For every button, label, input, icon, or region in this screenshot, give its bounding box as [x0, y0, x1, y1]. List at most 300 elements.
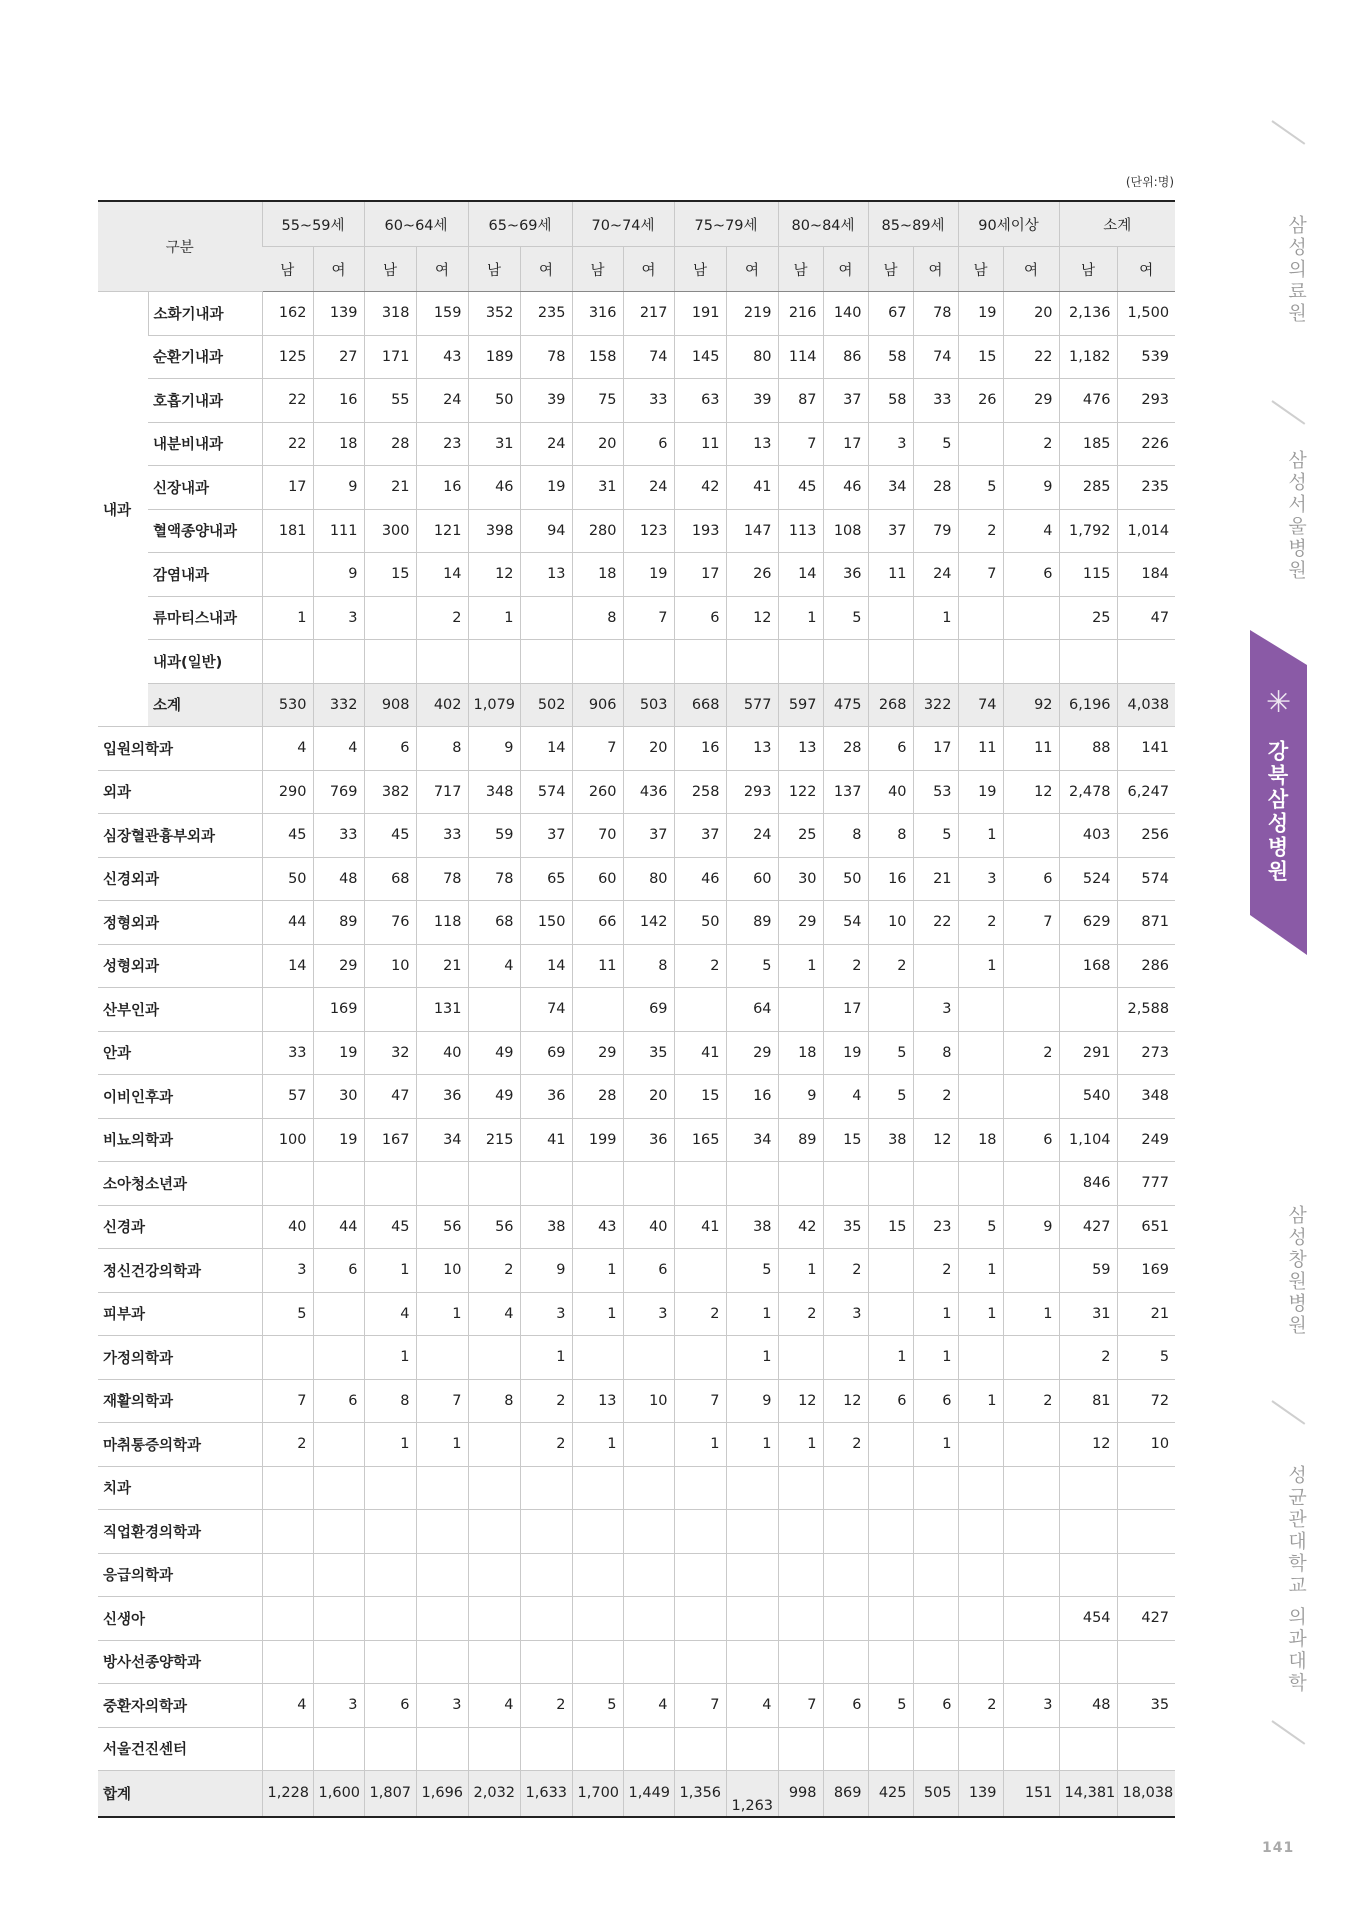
- value-cell: 5: [913, 814, 958, 858]
- value-cell: 46: [823, 466, 868, 510]
- value-cell: [726, 1162, 778, 1206]
- value-cell: 31: [572, 466, 623, 510]
- value-cell: 505: [913, 1771, 958, 1817]
- value-cell: 4: [1003, 509, 1059, 553]
- value-cell: 169: [313, 988, 364, 1032]
- value-cell: [958, 1553, 1003, 1597]
- value-cell: 108: [823, 509, 868, 553]
- row-label: 방사선종양학과: [98, 1640, 262, 1684]
- value-cell: [416, 1597, 468, 1641]
- value-cell: 219: [726, 292, 778, 336]
- value-cell: [416, 1336, 468, 1380]
- value-cell: [823, 640, 868, 684]
- value-cell: [868, 1727, 913, 1771]
- value-cell: 15: [364, 553, 416, 597]
- value-cell: 286: [1117, 944, 1175, 988]
- value-cell: [623, 1423, 674, 1467]
- value-cell: 43: [572, 1205, 623, 1249]
- value-cell: 43: [416, 335, 468, 379]
- value-cell: 145: [674, 335, 726, 379]
- table-row: [98, 1292, 1175, 1336]
- value-cell: 29: [1003, 379, 1059, 423]
- value-cell: 12: [913, 1118, 958, 1162]
- value-cell: 28: [913, 466, 958, 510]
- value-cell: [778, 1466, 823, 1510]
- value-cell: [726, 640, 778, 684]
- value-cell: 2: [913, 1075, 958, 1119]
- value-cell: 6: [823, 1684, 868, 1728]
- nav-item-skku-medicine[interactable]: 성균관대학교 의과대학: [1285, 1465, 1307, 1695]
- value-cell: [1003, 640, 1059, 684]
- value-cell: 50: [468, 379, 520, 423]
- value-cell: [364, 640, 416, 684]
- value-cell: 235: [1117, 466, 1175, 510]
- value-cell: [1003, 1510, 1059, 1554]
- value-cell: 352: [468, 292, 520, 336]
- value-cell: [823, 1466, 868, 1510]
- value-cell: 57: [262, 1075, 313, 1119]
- nav-item-samsung-medical[interactable]: 삼성의료원: [1285, 215, 1307, 325]
- value-cell: 34: [726, 1118, 778, 1162]
- value-cell: 5: [868, 1031, 913, 1075]
- value-cell: 285: [1059, 466, 1117, 510]
- value-cell: 167: [364, 1118, 416, 1162]
- value-cell: [823, 1162, 868, 1206]
- value-cell: [468, 640, 520, 684]
- value-cell: 78: [416, 857, 468, 901]
- value-cell: 3: [520, 1292, 572, 1336]
- value-cell: [1003, 988, 1059, 1032]
- value-cell: 4: [468, 1684, 520, 1728]
- value-cell: 150: [520, 901, 572, 945]
- value-cell: 142: [623, 901, 674, 945]
- value-cell: 7: [416, 1379, 468, 1423]
- value-cell: 20: [572, 422, 623, 466]
- value-cell: 2,588: [1117, 988, 1175, 1032]
- value-cell: 1: [778, 1423, 823, 1467]
- value-cell: 5: [726, 944, 778, 988]
- value-cell: 1: [778, 596, 823, 640]
- value-cell: 2,136: [1059, 292, 1117, 336]
- value-cell: 436: [623, 770, 674, 814]
- value-cell: [520, 640, 572, 684]
- value-cell: 74: [623, 335, 674, 379]
- value-cell: [1003, 1640, 1059, 1684]
- value-cell: 577: [726, 683, 778, 727]
- value-cell: 11: [674, 422, 726, 466]
- value-cell: 78: [520, 335, 572, 379]
- value-cell: 38: [520, 1205, 572, 1249]
- value-cell: 87: [778, 379, 823, 423]
- value-cell: 19: [520, 466, 572, 510]
- value-cell: 1: [958, 944, 1003, 988]
- table-row: [98, 1466, 1175, 1510]
- female-header: 여: [823, 247, 868, 292]
- value-cell: 15: [823, 1118, 868, 1162]
- divider-slash: [1271, 120, 1305, 145]
- value-cell: 31: [1059, 1292, 1117, 1336]
- value-cell: [520, 1466, 572, 1510]
- nav-item-kangbuk-samsung[interactable]: 강북삼성병원: [1265, 740, 1289, 884]
- value-cell: 40: [868, 770, 913, 814]
- value-cell: 10: [868, 901, 913, 945]
- table-row: [98, 1379, 1175, 1423]
- value-cell: 17: [823, 988, 868, 1032]
- value-cell: 9: [1003, 1205, 1059, 1249]
- value-cell: 2,032: [468, 1771, 520, 1817]
- value-cell: 9: [313, 553, 364, 597]
- value-cell: 50: [262, 857, 313, 901]
- row-label: 정형외과: [98, 901, 262, 945]
- value-cell: 14: [520, 727, 572, 771]
- value-cell: 9: [520, 1249, 572, 1293]
- value-cell: 38: [726, 1205, 778, 1249]
- value-cell: [416, 1727, 468, 1771]
- value-cell: 574: [520, 770, 572, 814]
- value-cell: 26: [726, 553, 778, 597]
- value-cell: [958, 1336, 1003, 1380]
- value-cell: 8: [623, 944, 674, 988]
- value-cell: [416, 1510, 468, 1554]
- value-cell: 4,038: [1117, 683, 1175, 727]
- value-cell: 36: [823, 553, 868, 597]
- table-row: [98, 1640, 1175, 1684]
- value-cell: 39: [726, 379, 778, 423]
- value-cell: 64: [726, 988, 778, 1032]
- value-cell: [674, 1727, 726, 1771]
- value-cell: 24: [623, 466, 674, 510]
- value-cell: 629: [1059, 901, 1117, 945]
- value-cell: 13: [726, 727, 778, 771]
- value-cell: 10: [1117, 1423, 1175, 1467]
- row-label: 입원의학과: [98, 727, 262, 771]
- value-cell: 2: [823, 944, 868, 988]
- value-cell: 6: [1003, 857, 1059, 901]
- value-cell: 37: [823, 379, 868, 423]
- value-cell: [778, 1336, 823, 1380]
- value-cell: 123: [623, 509, 674, 553]
- value-cell: 137: [823, 770, 868, 814]
- value-cell: 475: [823, 683, 868, 727]
- table-row: [98, 335, 1175, 379]
- value-cell: [262, 1510, 313, 1554]
- value-cell: 122: [778, 770, 823, 814]
- value-cell: 316: [572, 292, 623, 336]
- value-cell: 2: [958, 901, 1003, 945]
- value-cell: 597: [778, 683, 823, 727]
- value-cell: 300: [364, 509, 416, 553]
- value-cell: 9: [313, 466, 364, 510]
- value-cell: 6,196: [1059, 683, 1117, 727]
- value-cell: 217: [623, 292, 674, 336]
- value-cell: [778, 1727, 823, 1771]
- value-cell: 524: [1059, 857, 1117, 901]
- value-cell: 9: [1003, 466, 1059, 510]
- value-cell: 158: [572, 335, 623, 379]
- value-cell: 2: [958, 1684, 1003, 1728]
- value-cell: [262, 1162, 313, 1206]
- value-cell: 21: [364, 466, 416, 510]
- value-cell: [674, 1249, 726, 1293]
- row-label: 순환기내과: [148, 335, 262, 379]
- value-cell: 54: [823, 901, 868, 945]
- value-cell: 1: [913, 596, 958, 640]
- value-cell: 8: [572, 596, 623, 640]
- value-cell: 22: [1003, 335, 1059, 379]
- value-cell: 12: [778, 1379, 823, 1423]
- patient-stats-table: [98, 200, 1175, 1818]
- value-cell: 25: [778, 814, 823, 858]
- value-cell: [1003, 1597, 1059, 1641]
- value-cell: 1,600: [313, 1771, 364, 1817]
- value-cell: [778, 1553, 823, 1597]
- value-cell: 76: [364, 901, 416, 945]
- value-cell: 7: [572, 727, 623, 771]
- value-cell: [262, 1466, 313, 1510]
- age-group-header: 85~89세: [868, 201, 958, 247]
- value-cell: [623, 1162, 674, 1206]
- value-cell: 17: [913, 727, 958, 771]
- male-header: 남: [674, 247, 726, 292]
- value-cell: [313, 1553, 364, 1597]
- value-cell: [958, 422, 1003, 466]
- value-cell: [364, 596, 416, 640]
- asterisk-icon: ✳: [1266, 685, 1292, 720]
- value-cell: 1,807: [364, 1771, 416, 1817]
- value-cell: 2: [913, 1249, 958, 1293]
- value-cell: [623, 1640, 674, 1684]
- divider-slash: [1271, 1400, 1305, 1425]
- value-cell: 49: [468, 1075, 520, 1119]
- value-cell: 3: [313, 1684, 364, 1728]
- value-cell: [1117, 1640, 1175, 1684]
- value-cell: [1003, 1249, 1059, 1293]
- value-cell: 24: [913, 553, 958, 597]
- value-cell: [520, 1727, 572, 1771]
- value-cell: 7: [958, 553, 1003, 597]
- value-cell: [823, 1640, 868, 1684]
- value-cell: 171: [364, 335, 416, 379]
- value-cell: [520, 1162, 572, 1206]
- value-cell: 118: [416, 901, 468, 945]
- value-cell: [572, 1162, 623, 1206]
- value-cell: [313, 1466, 364, 1510]
- value-cell: [778, 1640, 823, 1684]
- value-cell: 191: [674, 292, 726, 336]
- value-cell: [958, 1162, 1003, 1206]
- value-cell: [1117, 1510, 1175, 1554]
- value-cell: 37: [623, 814, 674, 858]
- value-cell: [313, 1597, 364, 1641]
- value-cell: [823, 1553, 868, 1597]
- value-cell: 181: [262, 509, 313, 553]
- value-cell: 13: [778, 727, 823, 771]
- value-cell: 5: [868, 1075, 913, 1119]
- value-cell: 13: [726, 422, 778, 466]
- value-cell: [623, 1466, 674, 1510]
- value-cell: [623, 1553, 674, 1597]
- value-cell: [913, 1162, 958, 1206]
- table-row: [98, 1205, 1175, 1249]
- value-cell: 21: [913, 857, 958, 901]
- value-cell: 125: [262, 335, 313, 379]
- value-cell: 5: [913, 422, 958, 466]
- male-header: 남: [262, 247, 313, 292]
- value-cell: [1003, 596, 1059, 640]
- value-cell: 503: [623, 683, 674, 727]
- row-label: 소아청소년과: [98, 1162, 262, 1206]
- value-cell: 16: [868, 857, 913, 901]
- value-cell: 1: [364, 1249, 416, 1293]
- value-cell: 2: [958, 509, 1003, 553]
- value-cell: [468, 1466, 520, 1510]
- value-cell: 56: [416, 1205, 468, 1249]
- value-cell: [726, 1597, 778, 1641]
- value-cell: [262, 1640, 313, 1684]
- value-cell: 34: [416, 1118, 468, 1162]
- value-cell: 18: [778, 1031, 823, 1075]
- value-cell: 2: [416, 596, 468, 640]
- value-cell: 402: [416, 683, 468, 727]
- value-cell: 12: [823, 1379, 868, 1423]
- value-cell: 1: [958, 1379, 1003, 1423]
- value-cell: 60: [726, 857, 778, 901]
- male-header: 남: [1059, 247, 1117, 292]
- value-cell: 40: [262, 1205, 313, 1249]
- value-cell: 1,696: [416, 1771, 468, 1817]
- value-cell: [313, 1162, 364, 1206]
- value-cell: [674, 1336, 726, 1380]
- row-label: 성형외과: [98, 944, 262, 988]
- value-cell: 769: [313, 770, 364, 814]
- value-cell: 1,449: [623, 1771, 674, 1817]
- value-cell: 7: [778, 1684, 823, 1728]
- value-cell: 44: [262, 901, 313, 945]
- table-row: [98, 292, 1175, 336]
- female-header: 여: [416, 247, 468, 292]
- table-row: [98, 857, 1175, 901]
- value-cell: [262, 1336, 313, 1380]
- value-cell: 48: [1059, 1684, 1117, 1728]
- value-cell: 89: [726, 901, 778, 945]
- value-cell: 74: [520, 988, 572, 1032]
- table-row: [98, 640, 1175, 684]
- value-cell: 574: [1117, 857, 1175, 901]
- value-cell: 6: [364, 727, 416, 771]
- value-cell: 9: [778, 1075, 823, 1119]
- row-label: 가정의학과: [98, 1336, 262, 1380]
- value-cell: [313, 1640, 364, 1684]
- value-cell: 1: [958, 1249, 1003, 1293]
- value-cell: [868, 1249, 913, 1293]
- value-cell: [468, 1423, 520, 1467]
- value-cell: 5: [262, 1292, 313, 1336]
- value-cell: 185: [1059, 422, 1117, 466]
- value-cell: 2: [1059, 1336, 1117, 1380]
- value-cell: 21: [416, 944, 468, 988]
- value-cell: [364, 1553, 416, 1597]
- male-header: 남: [778, 247, 823, 292]
- value-cell: 193: [674, 509, 726, 553]
- value-cell: [726, 1510, 778, 1554]
- value-cell: 151: [1003, 1771, 1059, 1817]
- value-cell: 28: [572, 1075, 623, 1119]
- value-cell: 19: [958, 292, 1003, 336]
- value-cell: 24: [416, 379, 468, 423]
- value-cell: 22: [262, 422, 313, 466]
- value-cell: 30: [778, 857, 823, 901]
- value-cell: 16: [416, 466, 468, 510]
- female-header: 여: [520, 247, 572, 292]
- value-cell: [468, 1597, 520, 1641]
- value-cell: [778, 1510, 823, 1554]
- value-cell: [364, 1597, 416, 1641]
- value-cell: 41: [674, 1205, 726, 1249]
- value-cell: 3: [913, 988, 958, 1032]
- value-cell: 427: [1059, 1205, 1117, 1249]
- value-cell: 2: [520, 1423, 572, 1467]
- row-label: 재활의학과: [98, 1379, 262, 1423]
- value-cell: 39: [520, 379, 572, 423]
- value-cell: 216: [778, 292, 823, 336]
- value-cell: 268: [868, 683, 913, 727]
- row-label: 신생아: [98, 1597, 262, 1641]
- value-cell: 80: [726, 335, 778, 379]
- age-group-header: 70~74세: [572, 201, 674, 247]
- value-cell: [416, 1162, 468, 1206]
- value-cell: [623, 1597, 674, 1641]
- nav-item-samsung-seoul[interactable]: 삼성서울병원: [1285, 450, 1307, 582]
- value-cell: 37: [674, 814, 726, 858]
- row-label: 류마티스내과: [148, 596, 262, 640]
- value-cell: 55: [364, 379, 416, 423]
- value-cell: 5: [958, 466, 1003, 510]
- value-cell: [364, 988, 416, 1032]
- value-cell: 15: [958, 335, 1003, 379]
- value-cell: 58: [868, 379, 913, 423]
- value-cell: 6: [913, 1379, 958, 1423]
- value-cell: 45: [364, 814, 416, 858]
- value-cell: 86: [823, 335, 868, 379]
- value-cell: 1,792: [1059, 509, 1117, 553]
- value-cell: 42: [674, 466, 726, 510]
- age-group-header: 75~79세: [674, 201, 778, 247]
- value-cell: 38: [868, 1118, 913, 1162]
- value-cell: 89: [778, 1118, 823, 1162]
- value-cell: 5: [1117, 1336, 1175, 1380]
- value-cell: [913, 1597, 958, 1641]
- value-cell: 1: [1003, 1292, 1059, 1336]
- value-cell: 115: [1059, 553, 1117, 597]
- value-cell: 1,356: [674, 1771, 726, 1817]
- table-row: [98, 901, 1175, 945]
- value-cell: 1: [468, 596, 520, 640]
- male-header: 남: [958, 247, 1003, 292]
- value-cell: 668: [674, 683, 726, 727]
- value-cell: 33: [623, 379, 674, 423]
- value-cell: 1: [778, 944, 823, 988]
- divider-slash: [1271, 1720, 1305, 1745]
- nav-item-samsung-changwon[interactable]: 삼성창원병원: [1285, 1205, 1307, 1337]
- value-cell: 425: [868, 1771, 913, 1817]
- value-cell: 260: [572, 770, 623, 814]
- value-cell: 34: [868, 466, 913, 510]
- table-row: [98, 988, 1175, 1032]
- value-cell: [313, 1510, 364, 1554]
- value-cell: 1,228: [262, 1771, 313, 1817]
- value-cell: 8: [913, 1031, 958, 1075]
- row-label: 심장혈관흉부외과: [98, 814, 262, 858]
